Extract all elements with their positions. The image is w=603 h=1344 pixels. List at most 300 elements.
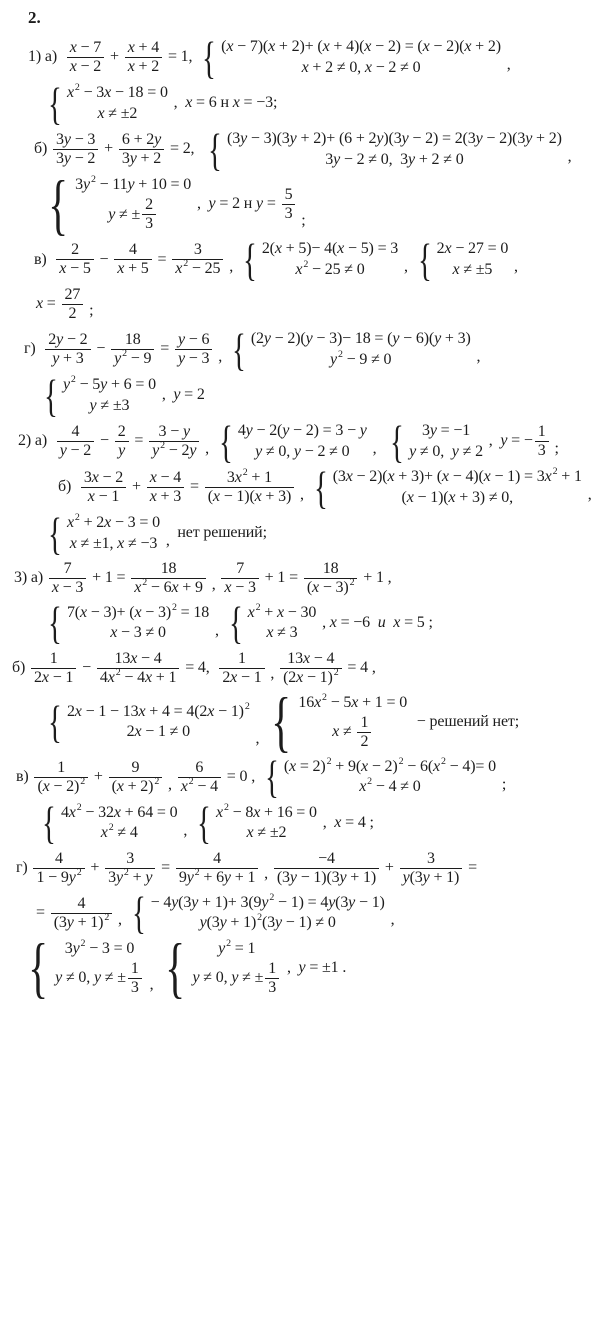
math-text: 6 + 2y: [121, 131, 162, 149]
math-text: 4x: [60, 803, 76, 821]
system: [215, 415, 367, 467]
superscript: [553, 466, 558, 477]
system-rows: [236, 422, 367, 461]
math-text: 2: [188, 775, 194, 787]
system-rows: [296, 691, 408, 751]
numerator: [535, 423, 549, 442]
system-row: [325, 151, 463, 169]
math-text: 1 − 9y: [36, 868, 76, 886]
system-row: [150, 891, 385, 912]
system: [22, 930, 144, 1006]
math-text: − 4y(3y + 1)+ 3(9y: [150, 893, 269, 911]
math-text: г): [16, 859, 32, 877]
math-text: y: [218, 939, 226, 957]
math-text: ,: [201, 439, 213, 457]
math-text: y: [330, 350, 337, 368]
superscript: [243, 467, 248, 478]
system-row: [437, 240, 509, 258]
system-row: [295, 258, 365, 279]
system-row: [70, 535, 157, 553]
math-text: y − 2: [59, 442, 92, 460]
system-rows: [190, 937, 281, 997]
fraction: [57, 423, 94, 460]
system-row: [247, 601, 317, 622]
system: [42, 166, 192, 242]
system-row: [333, 468, 582, 486]
math-text: 2: [349, 576, 355, 588]
italic-text: и: [377, 614, 386, 632]
numerator: [400, 850, 463, 869]
system-row: [409, 443, 483, 461]
denominator: [57, 442, 94, 460]
math-text: 2: [74, 82, 80, 94]
math-text: x: [247, 603, 255, 621]
left-brace-icon: {: [390, 415, 404, 467]
math-text: ,: [161, 531, 178, 549]
math-text: + 1 ,: [359, 569, 392, 587]
left-brace-icon: {: [417, 233, 432, 285]
math-text: y ≠ 0, y ≠ ±: [55, 969, 126, 987]
left-brace-icon: {: [42, 797, 56, 849]
math-text: ,: [251, 729, 264, 747]
denominator: [149, 439, 199, 460]
fraction: [34, 759, 88, 796]
math-text: 3y: [75, 176, 90, 193]
system-row: [90, 397, 130, 415]
math-text: x: [66, 84, 74, 102]
superscript: [189, 776, 194, 787]
math-text: x − 2: [69, 58, 102, 75]
math-text: +: [106, 48, 123, 66]
math-line-7: [6, 323, 599, 375]
math-text: + 2x − 3 = 0: [79, 514, 160, 532]
math-text: y + 3: [52, 350, 84, 368]
math-text: − 4)= 0: [445, 757, 496, 775]
math-text: ,: [386, 911, 395, 929]
math-text: − 8x + 16 = 0: [228, 803, 317, 821]
math-text: 1: [238, 649, 246, 667]
fraction: [175, 331, 212, 368]
math-text: y ≠ ±3: [89, 396, 130, 414]
superscript: [334, 667, 339, 678]
system-row: [283, 755, 496, 776]
math-text: = 18: [176, 603, 210, 621]
math-text: 18: [124, 331, 141, 349]
math-text: − 4: [193, 777, 218, 795]
system-row: [221, 38, 501, 56]
math-text: 6: [195, 758, 204, 776]
system-row: [218, 937, 256, 958]
system: [193, 797, 317, 849]
denominator: [142, 215, 156, 233]
fraction: [45, 331, 90, 368]
numerator: [119, 131, 164, 150]
math-text: 2: [172, 601, 177, 613]
math-text: ,: [510, 257, 518, 275]
math-line-6: [6, 286, 599, 323]
math-text: 4: [213, 849, 222, 867]
fraction: [219, 650, 264, 687]
math-content: [6, 31, 599, 1006]
math-text: 3y: [108, 868, 123, 886]
math-text: +: [90, 768, 107, 786]
system: [228, 323, 471, 375]
math-text: (3y − 1) ≠ 0: [261, 914, 336, 932]
left-brace-icon: {: [313, 461, 328, 513]
denominator: [51, 911, 112, 932]
math-text: x + 4: [127, 39, 160, 57]
system: [40, 369, 156, 421]
fraction: [97, 650, 179, 687]
math-text: =: [130, 432, 148, 450]
system-row: [359, 778, 420, 796]
denominator: [131, 576, 206, 597]
math-text: ,: [502, 55, 511, 73]
system-rows: [331, 468, 582, 507]
math-text: y: [118, 442, 126, 460]
math-text: +: [86, 859, 104, 877]
math-text: 2: [90, 174, 96, 186]
system: [261, 751, 496, 803]
system-row: [101, 824, 138, 842]
superscript: [71, 374, 76, 385]
superscript: [104, 912, 109, 923]
math-text: y ≠ 0, y ≠ 2: [409, 442, 483, 460]
math-line-3: [6, 123, 599, 175]
roman-text: нет решений;: [177, 524, 267, 542]
math-text: 3y: [64, 939, 80, 957]
superscript: [80, 776, 85, 787]
system-row: [453, 261, 493, 279]
system-row: [298, 691, 408, 712]
system-row: [330, 348, 392, 369]
math-text: − 3x − 18 = 0: [79, 84, 168, 102]
superscript: [303, 259, 308, 270]
numerator: [175, 331, 212, 350]
denominator: [400, 869, 463, 887]
math-text: 4: [71, 423, 80, 441]
fraction: [51, 895, 112, 932]
superscript: [75, 512, 80, 523]
fraction: [109, 759, 163, 796]
system-rows: [61, 376, 156, 415]
system-row: [216, 801, 317, 822]
denominator: [147, 488, 184, 506]
math-text: 2x − 27 = 0: [436, 240, 509, 258]
math-line-15: [6, 684, 599, 760]
math-text: (2y − 2)(y − 3)− 18 = (y − 6)(y + 3): [250, 330, 471, 348]
math-line-9: [6, 415, 599, 467]
numerator: [357, 714, 371, 733]
math-text: (x + 2): [111, 777, 154, 795]
math-text: − 6x + 9: [147, 578, 203, 596]
superscript: [322, 692, 327, 703]
fraction: [67, 39, 104, 76]
math-text: 2: [183, 258, 189, 270]
superscript: [77, 802, 82, 813]
math-text: y: [62, 376, 70, 394]
fraction: [56, 241, 93, 278]
math-text: + 1: [557, 468, 582, 486]
denominator: [282, 205, 296, 223]
fraction: [304, 560, 358, 597]
fraction: [62, 286, 84, 323]
math-text: 2: [552, 466, 558, 478]
math-text: ,: [400, 257, 412, 275]
system-row: [67, 84, 168, 102]
left-brace-icon: {: [48, 597, 62, 649]
numerator: [265, 960, 279, 979]
denominator: [115, 442, 129, 460]
system-row: [60, 801, 178, 822]
system-row: [266, 624, 297, 642]
math-text: ,: [211, 621, 223, 639]
math-text: x + 2: [127, 58, 160, 75]
system: [239, 233, 399, 285]
math-text: 3: [193, 241, 202, 259]
math-text: 2: [80, 775, 85, 787]
system: [265, 684, 408, 760]
math-text: 2: [123, 866, 129, 878]
fraction: [282, 186, 296, 223]
denominator: [114, 260, 151, 278]
system-row: [255, 443, 349, 461]
math-text: 4y − 2(y − 2) = 3 − y: [237, 422, 367, 440]
math-text: б): [34, 140, 52, 158]
left-brace-icon: {: [243, 233, 257, 285]
system-row: [110, 624, 166, 642]
math-text: =: [464, 859, 477, 877]
math-text: ,: [164, 775, 176, 793]
math-text: 2: [257, 912, 262, 924]
fraction: [535, 423, 549, 460]
system: [44, 696, 250, 748]
math-text: , x = 4 ;: [318, 814, 374, 832]
left-brace-icon: {: [48, 696, 62, 748]
fraction: [115, 423, 129, 460]
math-text: − 2y: [164, 442, 197, 460]
system-row: [127, 723, 190, 741]
math-text: 3) а): [14, 569, 47, 587]
numerator: [62, 286, 84, 305]
numerator: [142, 196, 156, 215]
math-text: x ≠ ±1, x ≠ −3: [69, 534, 158, 552]
math-text: 2: [117, 423, 126, 441]
numerator: [125, 39, 162, 58]
superscript: [109, 822, 114, 833]
system-rows: [65, 514, 160, 553]
math-text: y − 6: [177, 331, 210, 349]
superscript: [160, 440, 165, 451]
page-title: 2.: [28, 8, 41, 27]
math-text: 1) а): [28, 48, 65, 66]
math-text: ,: [114, 911, 126, 929]
math-text: 1: [360, 714, 369, 732]
system: [204, 123, 562, 175]
math-text: 9y: [178, 868, 194, 886]
math-text: +: [128, 478, 145, 496]
math-text: 3y − 2 ≠ 0, 3y + 2 ≠ 0: [325, 150, 464, 168]
math-text: − 32x + 64 = 0: [81, 803, 178, 821]
math-line-10: [6, 461, 599, 513]
numerator: [49, 560, 86, 579]
math-text: x: [216, 803, 223, 821]
math-text: в): [34, 250, 55, 268]
system-row: [66, 601, 210, 622]
system-rows: [249, 330, 471, 369]
fraction: [119, 131, 164, 168]
math-text: 3y + 2: [121, 150, 162, 167]
math-text: x: [66, 514, 74, 532]
fraction: [149, 423, 199, 460]
system: [44, 597, 210, 649]
math-text: x ≠ ±5: [452, 260, 493, 278]
superscript: [327, 756, 332, 767]
math-text: (3y − 3)(3y + 2)+ (6 + 2y)(3y − 2) = 2(3y − 2)(3y + 2): [227, 130, 562, 148]
fraction: [178, 759, 221, 796]
math-text: y − 3: [177, 350, 210, 368]
math-text: − 6(x: [403, 757, 440, 775]
numerator: [57, 423, 94, 442]
math-text: 2: [269, 891, 275, 903]
math-text: ,: [563, 147, 572, 165]
math-text: (x − 1)(x + 3): [207, 488, 292, 506]
fraction: [265, 960, 279, 997]
math-text: 2: [70, 374, 76, 386]
math-text: −: [78, 659, 95, 677]
math-text: 3y − 2: [56, 150, 96, 167]
math-text: 18: [160, 560, 177, 578]
fraction: [400, 850, 463, 887]
math-text: ,: [260, 865, 272, 883]
math-text: − 9 ≠ 0: [342, 350, 392, 368]
math-line-14: [6, 650, 599, 687]
math-text: 2: [74, 512, 80, 524]
left-brace-icon: {: [202, 31, 217, 83]
math-text: −: [96, 432, 113, 450]
math-text: 2: [322, 691, 327, 703]
math-text: 2: [154, 775, 160, 787]
math-text: 3y − 3: [56, 131, 96, 149]
left-brace-icon: {: [48, 166, 69, 242]
math-text: 2: [326, 755, 332, 767]
denominator: [265, 979, 279, 997]
math-text: ,: [583, 485, 592, 503]
superscript: [77, 867, 82, 878]
math-text: 2) а): [18, 432, 55, 450]
superscript: [183, 258, 188, 269]
math-line-16: [6, 751, 599, 803]
math-text: 3: [427, 849, 435, 867]
system-rows: [149, 891, 385, 933]
math-text: 3: [268, 978, 277, 996]
denominator: [45, 350, 90, 368]
system-rows: [435, 240, 509, 279]
left-brace-icon: {: [131, 887, 146, 939]
math-text: 2: [76, 801, 82, 813]
superscript: [122, 348, 127, 359]
numerator: [81, 469, 126, 488]
math-line-12: [6, 560, 599, 597]
math-text: ,: [145, 975, 158, 993]
math-line-20: [6, 930, 599, 1006]
system-rows: [219, 38, 501, 77]
fraction: [274, 850, 379, 887]
system-row: [97, 105, 137, 123]
math-text: −: [95, 250, 113, 268]
left-brace-icon: {: [232, 323, 246, 375]
denominator: [56, 260, 93, 278]
fraction: [125, 39, 162, 76]
system-rows: [65, 84, 168, 123]
fraction: [128, 960, 142, 997]
fraction: [31, 650, 76, 687]
system: [414, 233, 509, 285]
math-text: ,: [179, 821, 192, 839]
math-text: x − 1: [87, 488, 120, 506]
math-text: − 1) = 4y(3y − 1): [274, 893, 385, 911]
math-text: ;: [550, 439, 559, 457]
math-text: − 25: [188, 260, 221, 278]
denominator: [109, 775, 163, 796]
math-text: =: [157, 859, 174, 877]
math-text: 2x − 1: [222, 668, 262, 686]
math-text: =: [36, 903, 49, 921]
math-text: y ≠ 0, y ≠ ±: [192, 969, 264, 987]
math-text: (3y − 1)(3y + 1): [276, 868, 377, 886]
math-line-8: [6, 369, 599, 421]
system-row: [55, 960, 144, 997]
denominator: [111, 347, 154, 368]
fraction: [33, 850, 84, 887]
superscript: [75, 82, 80, 93]
math-text: 3: [130, 978, 139, 996]
system: [386, 415, 483, 467]
math-text: 3 − y: [158, 423, 190, 441]
denominator: [172, 260, 223, 278]
system-row: [238, 422, 367, 440]
denominator: [175, 350, 212, 368]
system: [310, 461, 582, 513]
math-text: x − 5: [59, 260, 91, 278]
math-text: 2: [122, 347, 127, 359]
math-text: , y = 2: [157, 386, 205, 404]
math-text: 2: [108, 822, 114, 834]
fraction: [221, 560, 258, 597]
superscript: [195, 867, 200, 878]
denominator: [357, 733, 371, 751]
system-rows: [282, 755, 496, 797]
denominator: [33, 866, 84, 887]
math-text: x − 7: [69, 39, 102, 57]
math-text: (x − 1)(x + 3) ≠ 0,: [401, 488, 514, 506]
math-text: x: [359, 778, 367, 796]
system-row: [67, 514, 160, 532]
math-line-11: [6, 507, 599, 559]
math-text: y(3y + 1): [199, 914, 257, 932]
math-text: 13x − 4: [287, 649, 335, 667]
denominator: [62, 305, 84, 323]
math-text: x − 3: [51, 578, 84, 596]
math-text: y ≠ ±: [108, 205, 141, 223]
math-text: 3: [145, 215, 154, 233]
numerator: [274, 850, 379, 869]
numerator: [45, 331, 90, 350]
math-text: 4: [77, 894, 86, 912]
denominator: [34, 775, 88, 796]
system-row: [200, 914, 336, 932]
numerator: [56, 241, 93, 260]
